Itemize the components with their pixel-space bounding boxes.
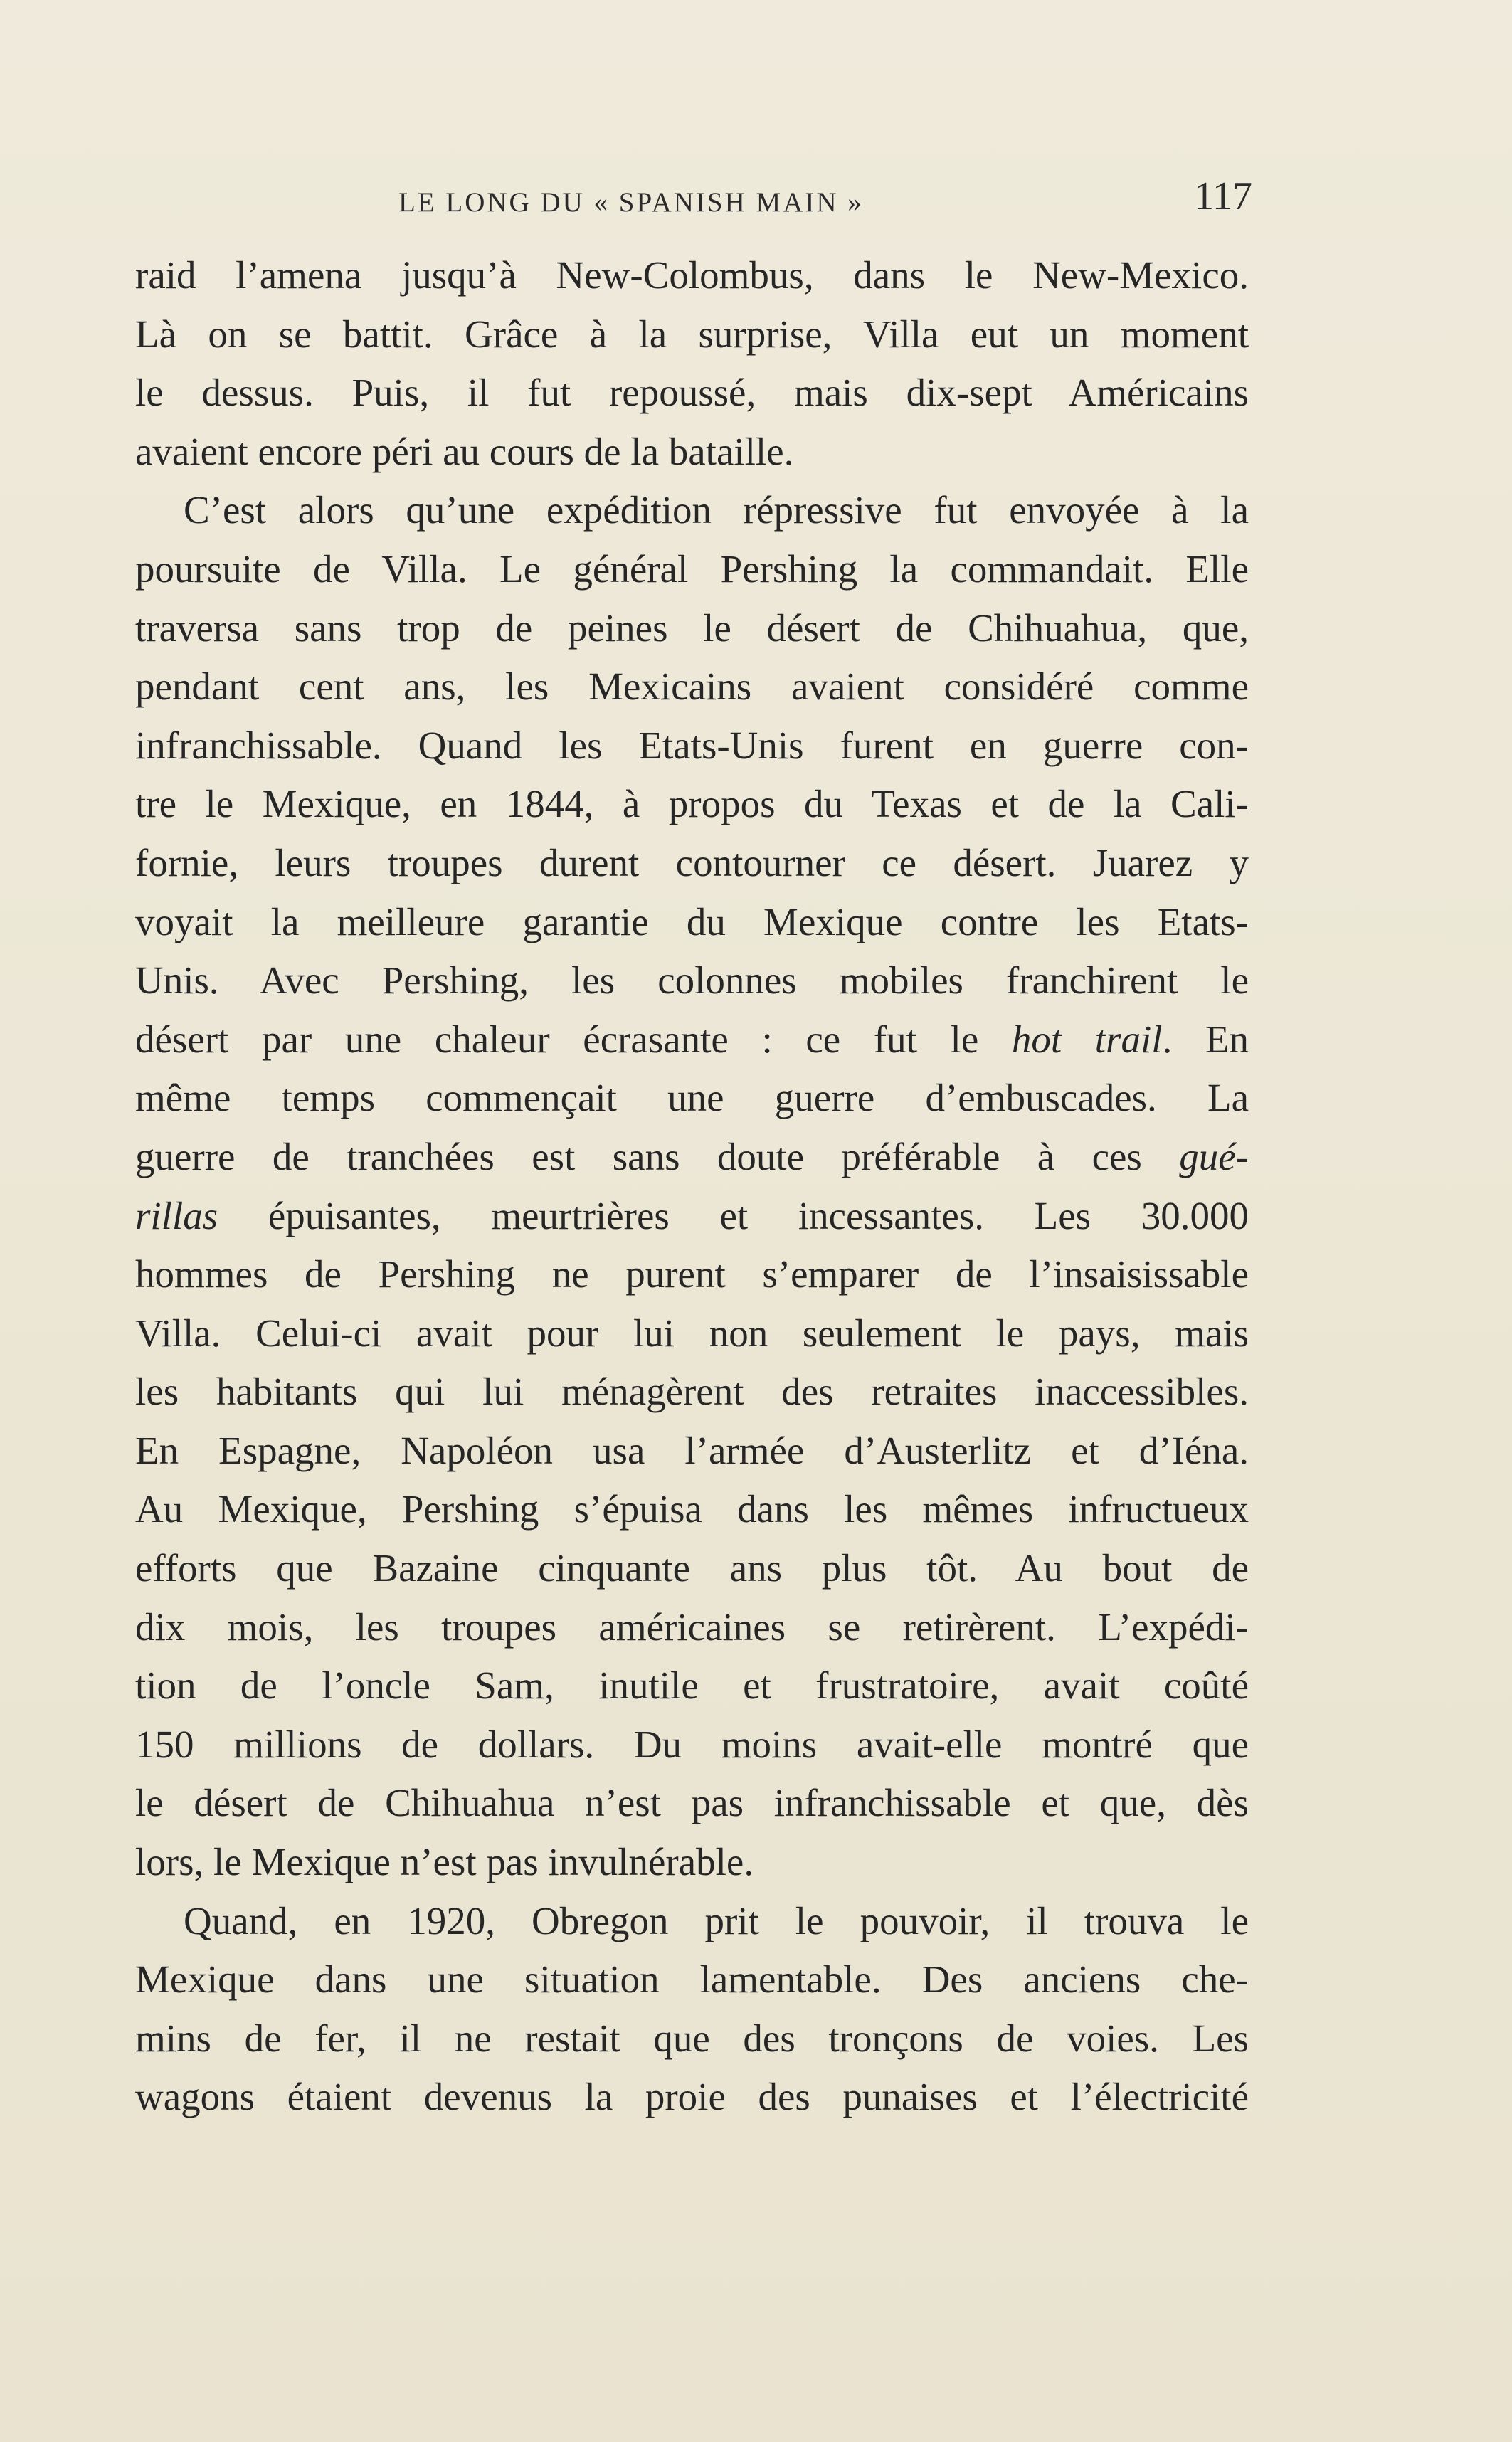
text-line: efforts que Bazaine cinquante ans plus tôt. Au bout de bbox=[135, 1546, 1249, 1590]
text-run: . En bbox=[1162, 1017, 1249, 1061]
text-line: le désert de Chihuahua n’est pas infranchissable et que, dès bbox=[135, 1781, 1249, 1825]
text-line: infranchissable. Quand les Etats-Unis furent en guerre con- bbox=[135, 723, 1249, 767]
text-run: épuisantes, meurtrières et incessantes. Les 30.000 bbox=[218, 1193, 1249, 1237]
text-line: Mexique dans une situation lamentable. Des anciens che- bbox=[135, 1957, 1249, 2002]
text-line: hommes de Pershing ne purent s’emparer de l’insaisissable bbox=[135, 1252, 1249, 1296]
text-line: mins de fer, il ne restait que des tronçons de voies. Les bbox=[135, 2016, 1249, 2060]
text-line: fornie, leurs troupes durent contourner ce désert. Juarez y bbox=[135, 840, 1249, 884]
italic-term: hot trail bbox=[1011, 1017, 1163, 1061]
text-line bbox=[135, 1010, 1249, 1069]
text-line: le dessus. Puis, il fut repoussé, mais dix-sept Américains bbox=[135, 371, 1249, 415]
page-header bbox=[398, 171, 1252, 221]
text-line: avaient encore péri au cours de la bataille. bbox=[135, 429, 794, 473]
page-number: 117 bbox=[1194, 174, 1252, 218]
text-line: raid l’amena jusqu’à New-Colombus, dans le New-Mexico. bbox=[135, 253, 1249, 297]
text-line: lors, le Mexique n’est pas invulnérable. bbox=[135, 1840, 754, 1884]
italic-term: gué- bbox=[1179, 1134, 1249, 1178]
body-text bbox=[135, 246, 1249, 2127]
text-run: guerre de tranchées est sans doute préférable à ces bbox=[135, 1134, 1180, 1178]
italic-term: rillas bbox=[135, 1193, 218, 1237]
text-line: Villa. Celui-ci avait pour lui non seulement le pays, mais bbox=[135, 1311, 1249, 1355]
text-line: Quand, en 1920, Obregon prit le pouvoir, il trouva le bbox=[184, 1898, 1249, 1942]
text-line: les habitants qui lui ménagèrent des retraites inaccessibles. bbox=[135, 1370, 1249, 1414]
text-line: pendant cent ans, les Mexicains avaient considéré comme bbox=[135, 665, 1249, 709]
text-line: tre le Mexique, en 1844, à propos du Texas et de la Cali- bbox=[135, 782, 1249, 826]
text-line: En Espagne, Napoléon usa l’armée d’Austerlitz et d’Iéna. bbox=[135, 1428, 1249, 1472]
text-line: poursuite de Villa. Le général Pershing la commandait. Elle bbox=[135, 546, 1249, 591]
paragraph-1 bbox=[135, 246, 1249, 481]
text-line: dix mois, les troupes américaines se retirèrent. L’expédi- bbox=[135, 1605, 1249, 1649]
text-line bbox=[135, 1187, 1249, 1246]
text-line: Au Mexique, Pershing s’épuisa dans les mêmes infructueux bbox=[135, 1487, 1249, 1531]
paragraph-2 bbox=[135, 481, 1249, 1891]
text-line: tion de l’oncle Sam, inutile et frustratoire, avait coûté bbox=[135, 1664, 1249, 1708]
text-line: wagons étaient devenus la proie des punaises et l’électricité bbox=[135, 2075, 1249, 2119]
text-line: voyait la meilleure garantie du Mexique contre les Etats- bbox=[135, 899, 1249, 944]
text-run: désert par une chaleur écrasante : ce fut le bbox=[135, 1017, 1012, 1061]
text-line: 150 millions de dollars. Du moins avait-elle montré que bbox=[135, 1722, 1249, 1766]
running-head: LE LONG DU « SPANISH MAIN » bbox=[398, 187, 864, 218]
text-line bbox=[135, 1128, 1249, 1187]
paragraph-3 bbox=[135, 1892, 1249, 2127]
text-line: même temps commençait une guerre d’embuscades. La bbox=[135, 1076, 1249, 1120]
text-line: Unis. Avec Pershing, les colonnes mobiles franchirent le bbox=[135, 958, 1249, 1003]
text-line: C’est alors qu’une expédition répressive fut envoyée à la bbox=[184, 488, 1249, 532]
text-line: Là on se battit. Grâce à la surprise, Villa eut un moment bbox=[135, 312, 1249, 356]
text-line: traversa sans trop de peines le désert de Chihuahua, que, bbox=[135, 606, 1249, 650]
